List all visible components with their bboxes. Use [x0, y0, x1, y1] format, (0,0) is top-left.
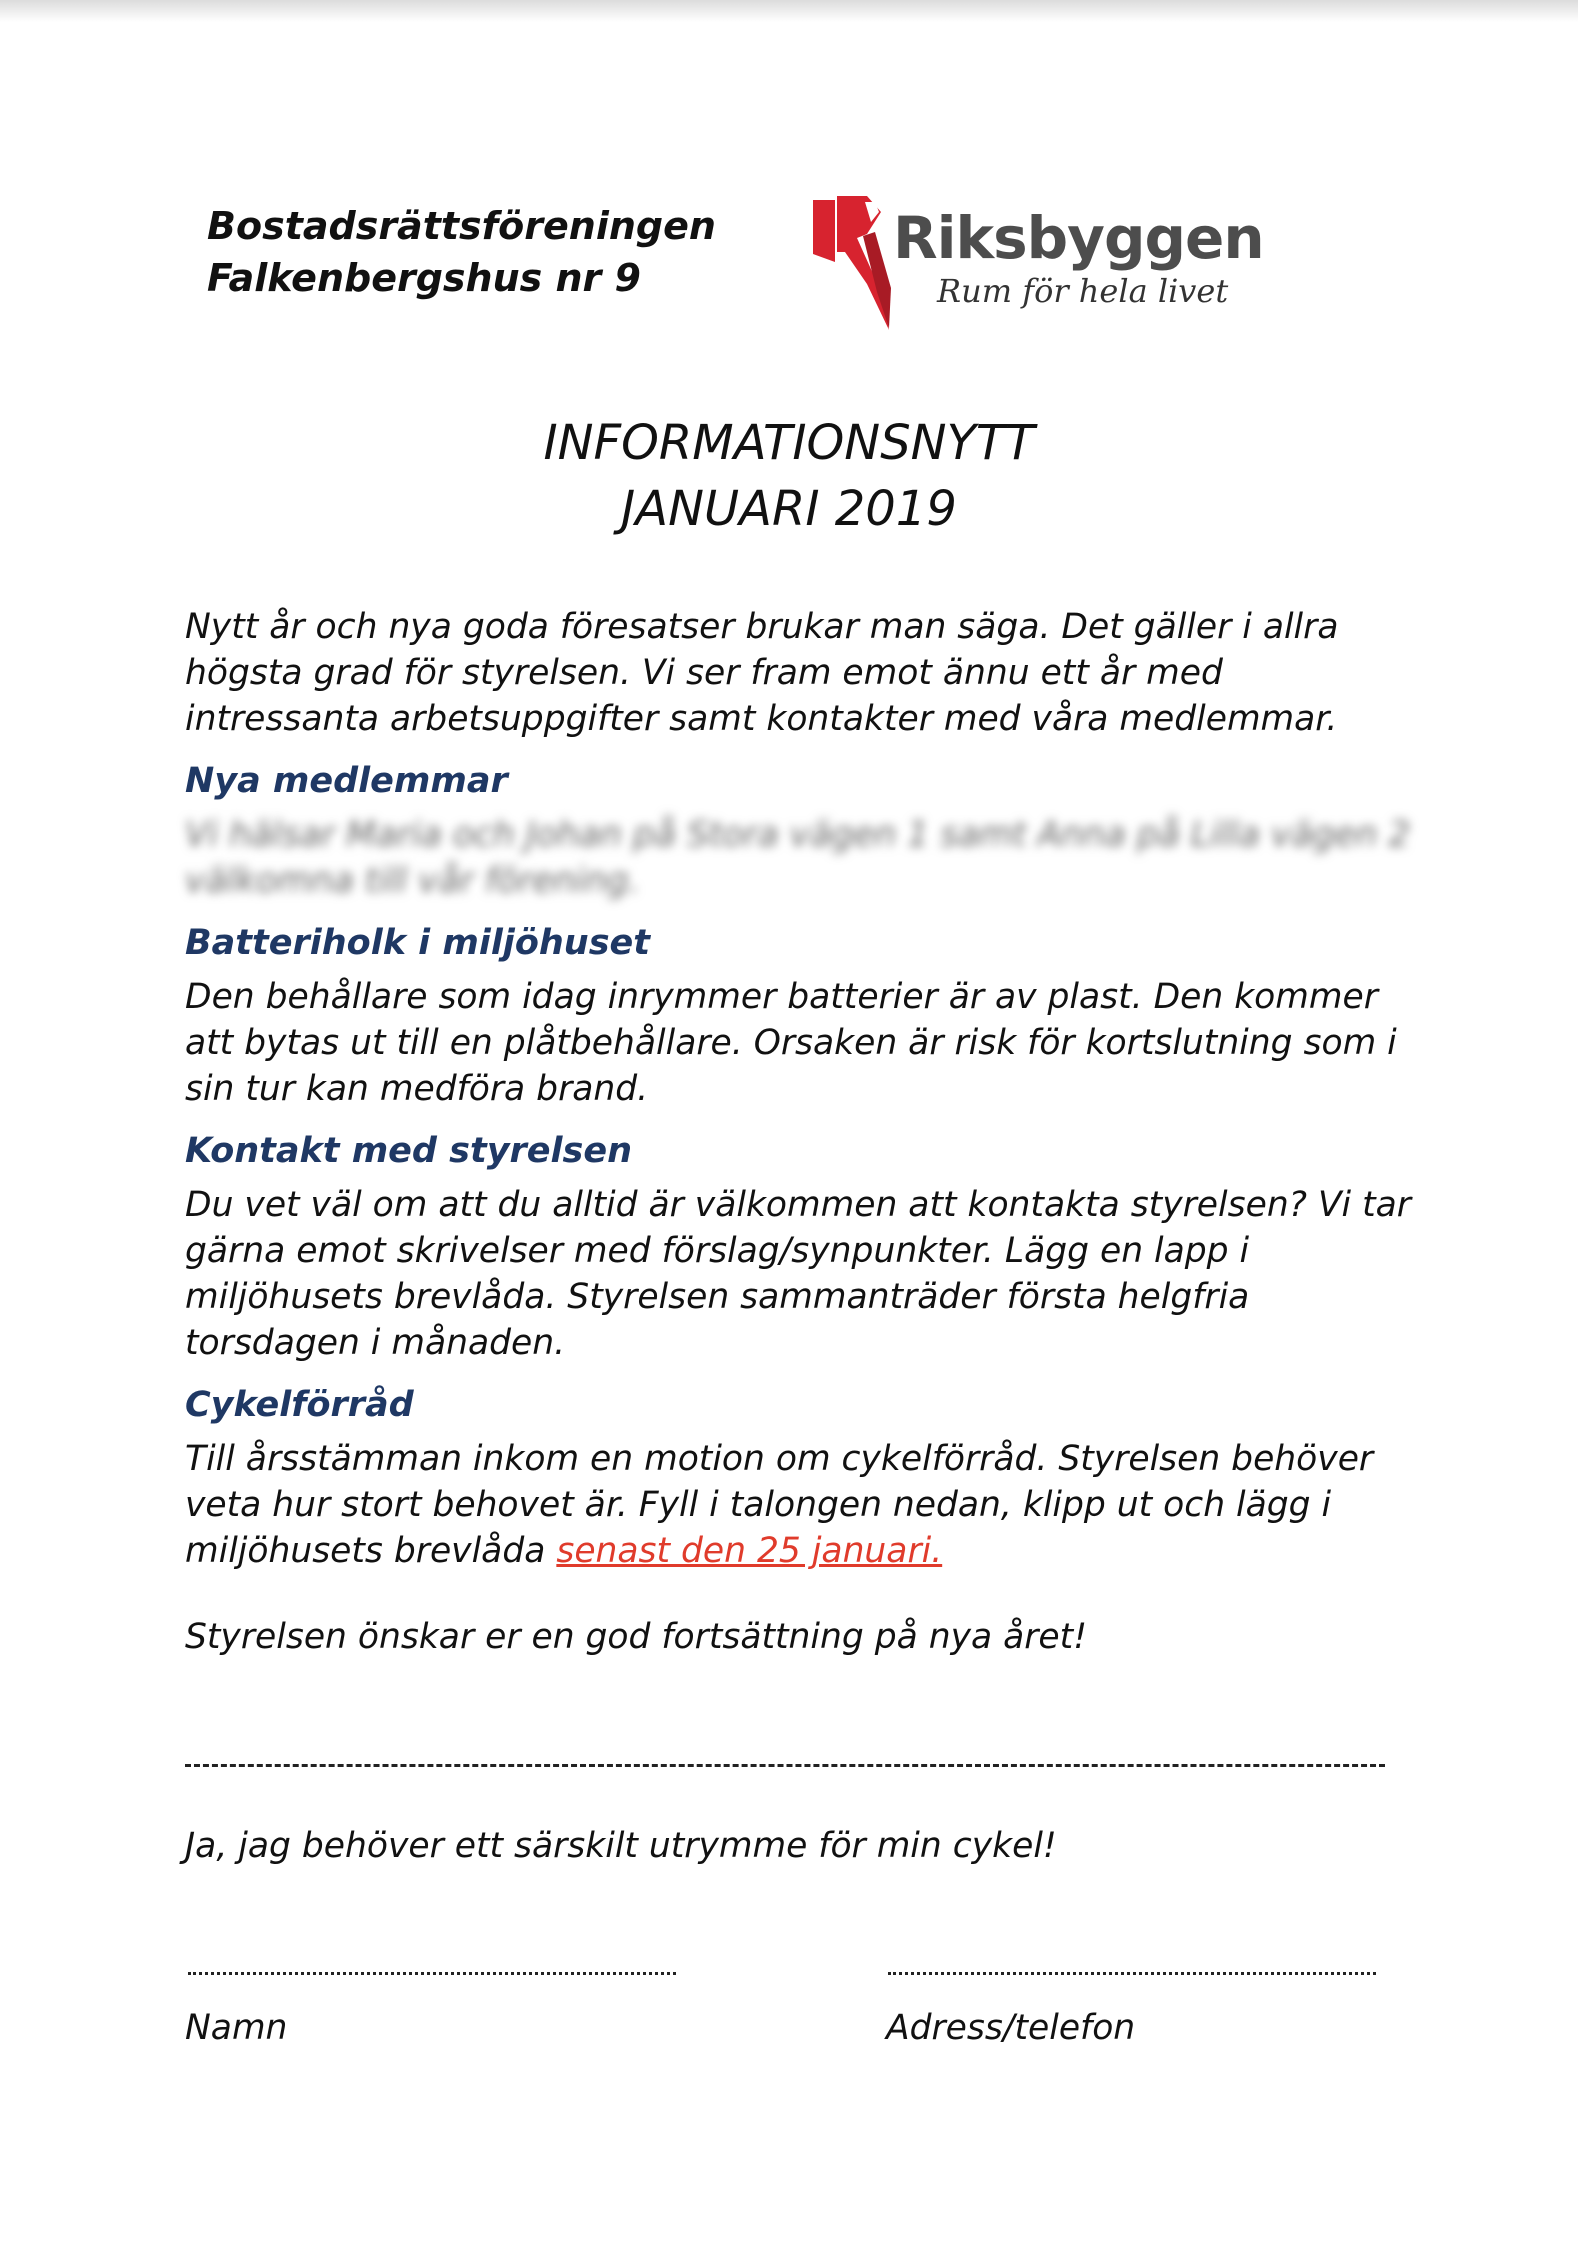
battery-paragraph: Den behållare som idag inrymmer batterier är av plast. Den kommer att bytas ut till en plåtbehållare. Orsaken är risk för kortslutning som i sin tur kan medföra brand. — [185, 977, 1397, 1109]
address-label: Adress/telefon — [886, 2008, 1136, 2048]
title-line-2: JANUARI 2019 — [621, 481, 957, 537]
newsletter-body — [185, 604, 1425, 1660]
new-members-paragraph: Vi hälsar Maria och Johan på Stora vägen 1 samt Anna på Lilla vägen 2 välkomna till vår förening. — [185, 815, 1411, 901]
name-label: Namn — [185, 2008, 288, 2048]
bike-paragraph-text: Till årsstämman inkom en motion om cykelförråd. Styrelsen behöver veta hur stort behovet är. Fyll i talongen nedan, klipp ut och lägg i miljöhusets brevlåda — [185, 1439, 1374, 1571]
title-line-1: INFORMATIONSNYTT — [543, 415, 1035, 471]
document-title — [0, 410, 1578, 542]
heading-bike-storage: Cykelförråd — [185, 1385, 414, 1425]
bike-paragraph — [185, 1436, 1425, 1574]
contact-paragraph: Du vet väl om att du alltid är välkommen att kontakta styrelsen? Vi tar gärna emot skrivelser med förslag/synpunkter. Lägg en lapp i miljöhusets brevlåda. Styrelsen sammanträder första helgfria torsdagen i månaden. — [185, 1185, 1411, 1363]
bike-request-statement: Ja, jag behöver ett särskilt utrymme för min cykel! — [185, 1826, 1057, 1866]
heading-battery: Batteriholk i miljöhuset — [185, 923, 650, 963]
logo-wordmark: Riksbyggen — [893, 204, 1264, 272]
logo-tagline: Rum för hela livet — [937, 272, 1229, 310]
org-line-2: Falkenbergshus nr 9 — [207, 256, 641, 300]
page-top-shadow — [0, 0, 1578, 22]
closing-paragraph: Styrelsen önskar er en god fortsättning på nya året! — [185, 1617, 1088, 1657]
org-line-1: Bostadsrättsföreningen — [207, 204, 716, 248]
organization-name — [207, 200, 716, 304]
intro-paragraph: Nytt år och nya goda föresatser brukar man säga. Det gäller i allra högsta grad för styrelsen. Vi ser fram emot ännu ett år med intressanta arbetsuppgifter samt kontakter med våra medlemmar. — [185, 607, 1339, 739]
cut-line-divider — [185, 1764, 1385, 1767]
heading-new-members: Nya medlemmar — [185, 761, 508, 801]
address-signature-line — [888, 1972, 1376, 1975]
name-signature-line — [188, 1972, 676, 1975]
heading-contact: Kontakt med styrelsen — [185, 1131, 633, 1171]
deadline-text: senast den 25 januari. — [556, 1531, 943, 1571]
